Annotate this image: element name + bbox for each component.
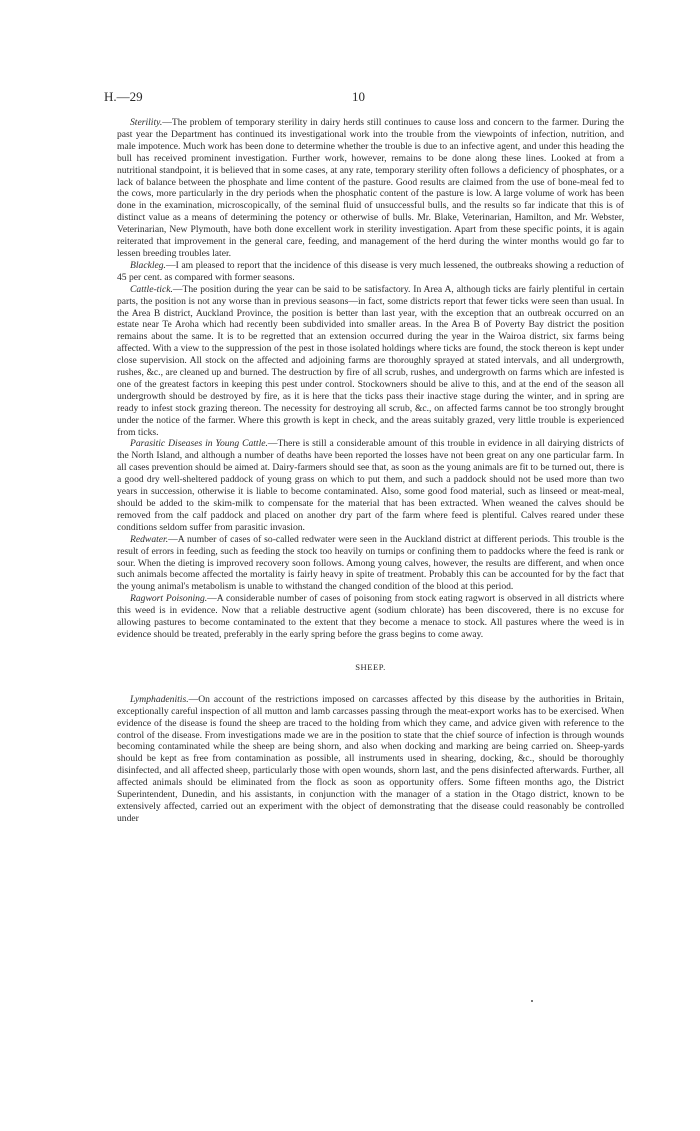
paragraph-text: —On account of the restrictions imposed on carcasses affected by this disease by the authorities in Britain, exceptionally careful inspection of all mutton and lamb carcasses passing through the meat-export works has to be exercised. When evidence of the disease is found the sheep are traced to the holding from which they came, and advice given with reference to the control of the disease. From investigations made we are in the position to state that the chief source of infection is through wounds becoming contaminated while the sheep are being shorn, and also when docking and marking are being carried on. Sheep-yards should be kept as free from contamination as possible, all instruments used in shearing, docking, &c., should be thoroughly disinfected, and all affected sheep, particularly those with open wounds, shorn last, and the pens disinfected afterwards. Further, all affected animals should be eliminated from the flock as soon as opportunity offers. Some fifteen months ago, the District Superintendent, Dunedin, and his assistants, in conjunction with the manager of a station in the Otago district, known to be extensively affected, carried out an experiment with the object of demonstrating that the disease could reasonably be controlled under [117,693,624,824]
paragraph-title: Lymphadenitis. [130,693,189,705]
section-heading-sheep: SHEEP. [355,661,386,672]
sheep-section [117,694,624,825]
paragraph-text: —The problem of temporary sterility in dairy herds still continues to cause loss and concern to the farmer. During the past year the Department has continued its investigational work into the trouble from the viewpoints of infection, nutrition, and male impotence. Much work has been done to determine whether the trouble is due to an infective agent, and under this heading the bull has received prominent investigation. Further work, however, remains to be done along these lines. Looked at from a nutritional standpoint, it is believed that in some cases, at any rate, temporary sterility often follows a deficiency of phosphates, or a lack of balance between the phosphate and lime content of the pasture. Good results are claimed from the use of bone-meal fed to the cows, more particularly in the dry periods when the phosphatic content of the pasture is low. A large volume of work has been done in the examination, microscopically, of the seminal fluid of unsuccessful bulls, and the results so far indicate that this is of distinct value as a means of determining the potency or otherwise of bulls. Mr. Blake, Veterinarian, Hamilton, and Mr. Webster, Veterinarian, New Plymouth, have both done excellent work in sterility investigation. Apart from these specific points, it is again reiterated that improvement in the general care, feeding, and management of the herd during the winter months would go far to lessen breeding troubles later. [117,117,624,259]
page-header [104,89,624,105]
report-reference: H.—29 [104,89,143,104]
paragraph-title: Ragwort Poisoning. [130,593,208,605]
paragraph-title: Cattle-tick. [130,283,173,295]
scan-speck [531,1000,533,1002]
paragraph-redwater [117,534,624,594]
document-body [117,117,624,825]
paragraph-blackleg [117,260,624,284]
paragraph-text: —A considerable number of cases of poisoning from stock eating ragwort is observed in all districts where this weed is in evidence. Now that a reliable destructive agent (sodium chlorate) has been discovered, there is no excuse for allowing pastures to become contaminated to the extent that they become a menace to stock. All pastures where the weed is in evidence should be treated, preferably in the early spring before the grass begins to come away. [117,593,624,640]
cattle-section [117,117,624,641]
paragraph-title: Sterility. [130,117,163,128]
paragraph-title: Redwater. [130,533,169,545]
paragraph-text: —A number of cases of so-called redwater were seen in the Auckland district at different periods. This trouble is the result of errors in feeding, such as feeding the stock too heavily on turnips or confining them to paddocks where the feed is rank or sour. When the dieting is improved recovery soon follows. Among young calves, however, the results are different, and when once such animals become affected the mortality is fairly heavy in spite of treatment. Probably this can be accounted for by the fact that the young animal's metabolism is unable to withstand the changed condition of the blood at this period. [117,533,624,593]
paragraph-text: —There is still a considerable amount of this trouble in evidence in all dairying districts of the North Island, and although a number of deaths have been reported the losses have not been great on any one particular farm. In all cases prevention should be aimed at. Dairy-farmers should see that, as soon as the young animals are fit to be turned out, there is a good dry well-sheltered paddock of young grass on which to put them, and such a paddock should not be used more than two years in succession, otherwise it is liable to become contaminated. Also, some good food material, such as linseed or meat-meal, should be added to the skim-milk to compensate for the material that has been extracted. When weaned the calves should be removed from the calf paddock and placed on another dry part of the farm where feed is plentiful. Calves reared under these conditions seldom suffer from parasitic invasion. [117,438,624,533]
paragraph-title: Blackleg. [130,259,166,271]
paragraph-cattle-tick [117,284,624,439]
paragraph-sterility [117,117,624,260]
paragraph-parasitic-diseases [117,438,624,533]
paragraph-title: Parasitic Diseases in Young Cattle. [130,438,268,450]
paragraph-ragwort-poisoning [117,593,624,641]
paragraph-text: —I am pleased to report that the incidence of this disease is very much lessened, the outbreaks showing a reduction of 45 per cent. as compared with former seasons. [117,259,624,283]
paragraph-lymphadenitis [117,694,624,825]
paragraph-text: —The position during the year can be said to be satisfactory. In Area A, although ticks are fairly plentiful in certain parts, the position is not any worse than in previous seasons—in fact, some districts report that fewer ticks were seen than usual. In the Area B district, Auckland Province, the position is better than last year, with the exception that an outbreak occurred on an estate near Te Aroha which had recently been subdivided into smaller areas. In the Area B of Poverty Bay district the position remains about the same. It is to be regretted that an extension occurred during the year in the Wairoa district, six farms being affected. With a view to the suppression of the pest in those isolated holdings where ticks are found, the stock thereon is kept under close supervision. All stock on the affected and adjoining farms are thoroughly sprayed at stated intervals, and all undergrowth, rushes, &c., are cleaned up and burned. The destruction by fire of all scrub, rushes, and undergrowth on farms which are infested is one of the greatest factors in keeping this pest under control. Stockowners should be alive to this, and at the end of the season all undergrowth should be destroyed by fire, as it is here that the ticks pass their inactive stage during the winter, and in spring are ready to infest stock grazing thereon. The necessity for destroying all scrub, &c., on affected farms cannot be too strongly brought under the notice of the farmer. Where this growth is kept in check, and the areas suitably grazed, very little trouble is experienced from ticks. [117,283,624,438]
page-number: 10 [352,89,365,104]
